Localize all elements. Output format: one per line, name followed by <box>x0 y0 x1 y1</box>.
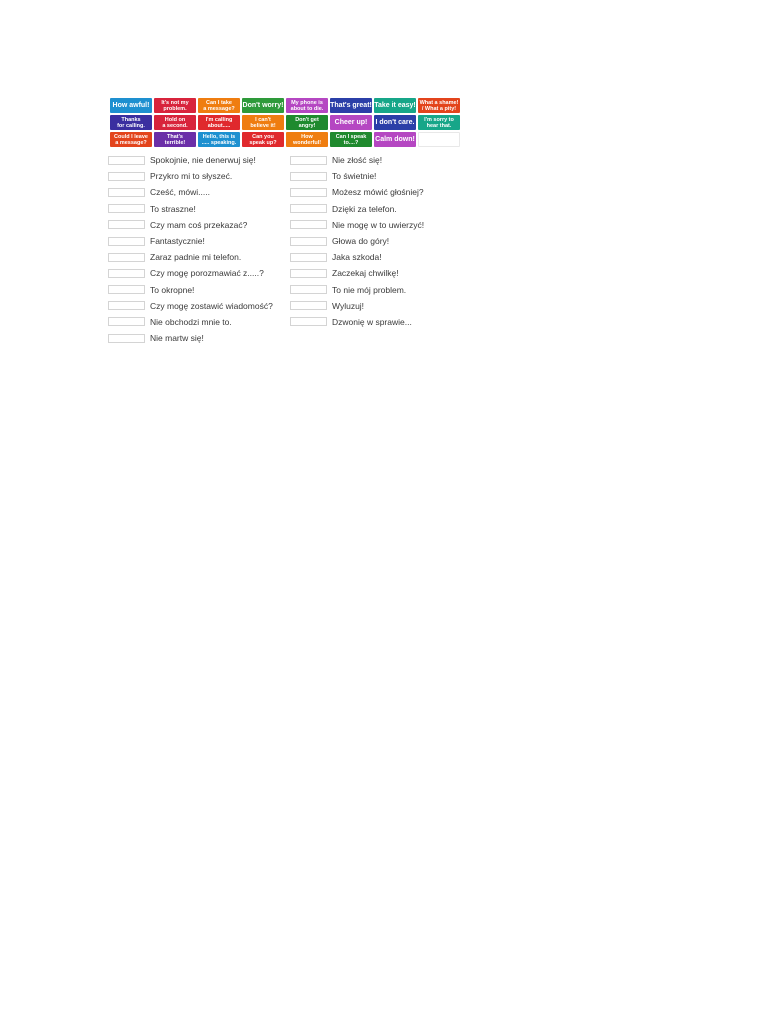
polish-phrase: Nie złość się! <box>332 155 383 166</box>
answer-drop-box[interactable] <box>108 269 145 278</box>
word-tile[interactable]: I'm sorry to hear that. <box>418 115 460 130</box>
word-tile[interactable]: That's great! <box>330 98 372 113</box>
word-tile[interactable]: Don't worry! <box>242 98 284 113</box>
left-match-row <box>108 184 273 200</box>
polish-phrase: Czy mogę zostawić wiadomość? <box>150 300 273 311</box>
answer-drop-box[interactable] <box>108 285 145 294</box>
polish-phrase: Spokojnie, nie denerwuj się! <box>150 155 256 166</box>
answer-drop-box[interactable] <box>290 172 327 181</box>
answer-drop-box[interactable] <box>108 204 145 213</box>
answer-drop-box[interactable] <box>108 301 145 310</box>
word-bank <box>110 98 461 147</box>
polish-phrase: Cześć, mówi..... <box>150 187 210 198</box>
left-match-row <box>108 314 273 330</box>
right-match-row <box>290 184 424 200</box>
answer-drop-box[interactable] <box>108 237 145 246</box>
word-tile[interactable]: My phone is about to die. <box>286 98 328 113</box>
polish-phrase: To świetnie! <box>332 171 377 182</box>
word-tile[interactable]: Don't get angry! <box>286 115 328 130</box>
polish-phrase: Wyluzuj! <box>332 300 365 311</box>
polish-phrase: Dzwonię w sprawie... <box>332 316 412 327</box>
left-match-column <box>108 152 273 346</box>
left-match-row <box>108 152 273 168</box>
right-match-column <box>290 152 424 330</box>
word-tile[interactable]: That's terrible! <box>154 132 196 147</box>
right-match-row <box>290 249 424 265</box>
polish-phrase: To nie mój problem. <box>332 284 407 295</box>
right-match-row <box>290 265 424 281</box>
polish-phrase: Możesz mówić głośniej? <box>332 187 424 198</box>
answer-drop-box[interactable] <box>290 269 327 278</box>
word-tile[interactable]: Could I leave a message? <box>110 132 152 147</box>
answer-drop-box[interactable] <box>290 285 327 294</box>
answer-drop-box[interactable] <box>108 253 145 262</box>
answer-drop-box[interactable] <box>290 204 327 213</box>
polish-phrase: Głowa do góry! <box>332 236 390 247</box>
polish-phrase: Nie martw się! <box>150 333 204 344</box>
word-tile[interactable]: I'm calling about..... <box>198 115 240 130</box>
left-match-row <box>108 217 273 233</box>
left-match-row <box>108 201 273 217</box>
right-match-row <box>290 168 424 184</box>
polish-phrase: Jaka szkoda! <box>332 252 382 263</box>
left-match-row <box>108 330 273 346</box>
word-tile-empty <box>418 132 460 147</box>
polish-phrase: Dzięki za telefon. <box>332 203 397 214</box>
polish-phrase: To okropne! <box>150 284 195 295</box>
left-match-row <box>108 168 273 184</box>
polish-phrase: Nie mogę w to uwierzyć! <box>332 219 425 230</box>
polish-phrase: Fantastycznie! <box>150 236 205 247</box>
word-tile[interactable]: It's not my problem. <box>154 98 196 113</box>
polish-phrase: Czy mogę porozmawiać z.....? <box>150 268 264 279</box>
right-match-row <box>290 217 424 233</box>
answer-drop-box[interactable] <box>290 301 327 310</box>
right-match-row <box>290 152 424 168</box>
word-tile[interactable]: Can I speak to....? <box>330 132 372 147</box>
word-tile[interactable]: Hold on a second. <box>154 115 196 130</box>
word-tile[interactable]: Hello, this is ..... speaking. <box>198 132 240 147</box>
left-match-row <box>108 298 273 314</box>
polish-phrase: Zaraz padnie mi telefon. <box>150 252 242 263</box>
word-tile[interactable]: Cheer up! <box>330 115 372 130</box>
right-match-row <box>290 314 424 330</box>
right-match-row <box>290 233 424 249</box>
word-tile[interactable]: Thanks for calling. <box>110 115 152 130</box>
left-match-row <box>108 249 273 265</box>
answer-drop-box[interactable] <box>108 334 145 343</box>
left-match-row <box>108 282 273 298</box>
answer-drop-box[interactable] <box>290 220 327 229</box>
answer-drop-box[interactable] <box>290 317 327 326</box>
word-tile[interactable]: Calm down! <box>374 132 416 147</box>
polish-phrase: Czy mam coś przekazać? <box>150 219 248 230</box>
word-tile[interactable]: How wonderful! <box>286 132 328 147</box>
answer-drop-box[interactable] <box>290 156 327 165</box>
word-tile[interactable]: Take it easy! <box>374 98 416 113</box>
answer-drop-box[interactable] <box>290 188 327 197</box>
answer-drop-box[interactable] <box>108 172 145 181</box>
word-tile[interactable]: I don't care. <box>374 115 416 130</box>
polish-phrase: Nie obchodzi mnie to. <box>150 316 232 327</box>
right-match-row <box>290 282 424 298</box>
answer-drop-box[interactable] <box>108 188 145 197</box>
left-match-row <box>108 265 273 281</box>
word-tile[interactable]: Can you speak up? <box>242 132 284 147</box>
answer-drop-box[interactable] <box>290 237 327 246</box>
right-match-row <box>290 298 424 314</box>
polish-phrase: Zaczekaj chwilkę! <box>332 268 399 279</box>
left-match-row <box>108 233 273 249</box>
word-tile[interactable]: What a shame! / What a pity! <box>419 99 459 112</box>
word-tile[interactable]: I can't believe it! <box>242 115 284 130</box>
answer-drop-box[interactable] <box>108 220 145 229</box>
word-tile[interactable]: How awful! <box>110 98 152 113</box>
polish-phrase: To straszne! <box>150 203 196 214</box>
answer-drop-box[interactable] <box>108 317 145 326</box>
right-match-row <box>290 201 424 217</box>
word-tile[interactable]: Can I take a message? <box>198 98 240 113</box>
answer-drop-box[interactable] <box>290 253 327 262</box>
answer-drop-box[interactable] <box>108 156 145 165</box>
polish-phrase: Przykro mi to słyszeć. <box>150 171 233 182</box>
